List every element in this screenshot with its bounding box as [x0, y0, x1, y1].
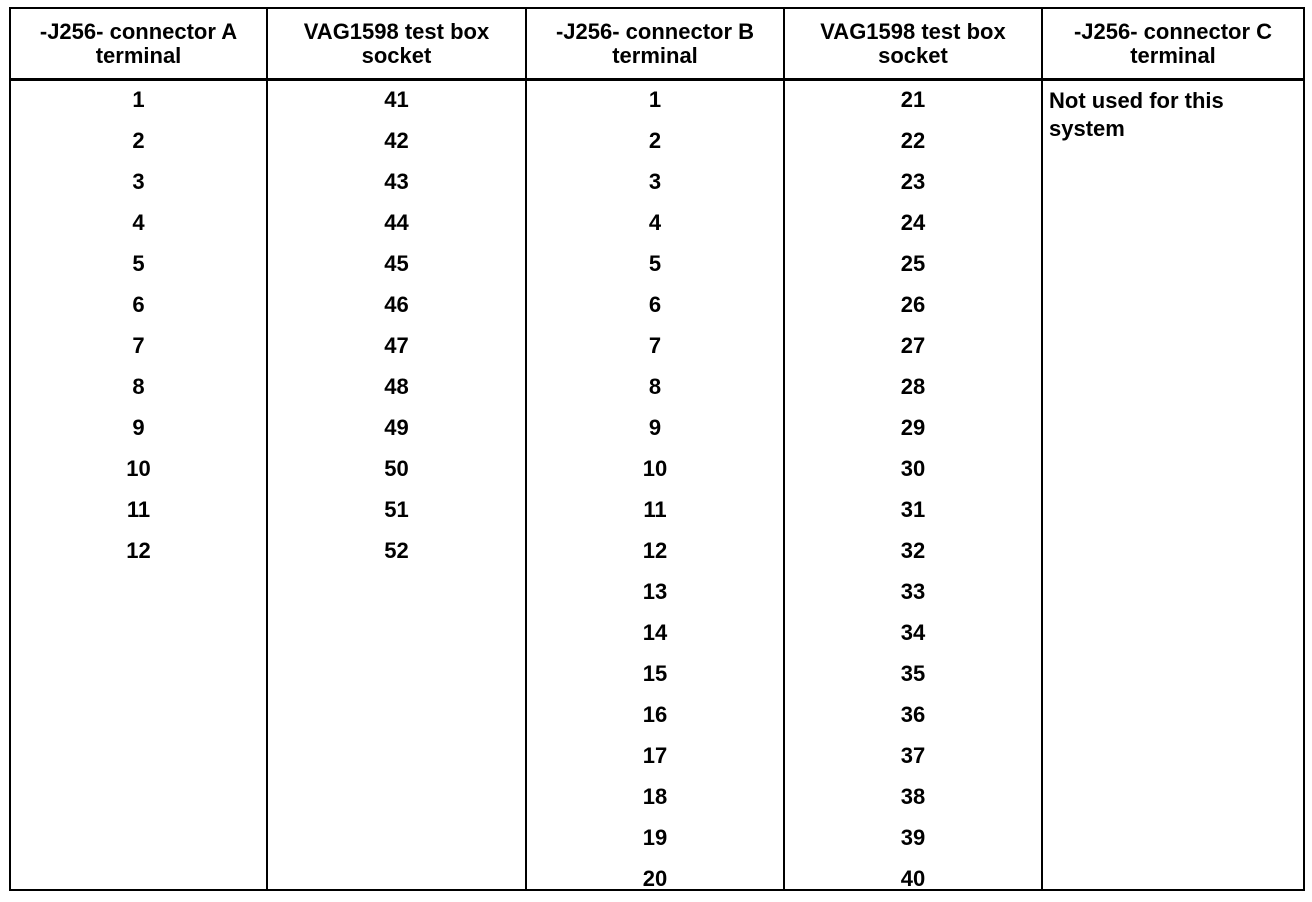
connector-b-terminal-cell: 14	[642, 619, 668, 645]
connector-b-terminal-cell: 18	[642, 783, 668, 809]
column-divider	[1041, 9, 1043, 889]
connector-b-terminal-cell: 8	[648, 373, 662, 399]
header-test-box-socket-a: VAG1598 test box socket	[303, 18, 490, 68]
test-box-socket-b-cell: 35	[900, 660, 926, 686]
connector-b-terminal-cell: 4	[648, 209, 662, 235]
connector-b-terminal-cell: 19	[642, 824, 668, 850]
connector-b-terminal-cell: 9	[648, 414, 662, 440]
test-box-socket-a-cell: 45	[384, 250, 409, 276]
test-box-socket-a-cell: 47	[384, 332, 409, 358]
test-box-socket-b-cell: 23	[900, 168, 926, 194]
connector-b-terminal-cell: 20	[642, 865, 668, 891]
test-box-socket-a-cell: 43	[384, 168, 409, 194]
connector-b-terminal-cell: 2	[648, 127, 662, 153]
connector-a-terminal-cell: 7	[132, 332, 145, 358]
test-box-socket-b-cell: 26	[900, 291, 926, 317]
test-box-socket-a-cell: 44	[384, 209, 409, 235]
test-box-socket-b-cell: 30	[900, 455, 926, 481]
connector-a-terminal-cell: 4	[132, 209, 145, 235]
connector-a-terminal-cell: 12	[126, 537, 151, 563]
connector-b-terminal-cell: 5	[648, 250, 662, 276]
connector-a-terminal-cell: 9	[132, 414, 145, 440]
test-box-socket-a-cell: 42	[384, 127, 409, 153]
connector-b-terminal-cell: 7	[648, 332, 662, 358]
connector-a-terminal-cell: 6	[132, 291, 145, 317]
test-box-socket-a-cell: 52	[384, 537, 409, 563]
test-box-socket-b-cell: 29	[900, 414, 926, 440]
test-box-socket-b-cell: 33	[900, 578, 926, 604]
connector-c-note: Not used for this system	[1049, 88, 1224, 141]
header-test-box-socket-b: VAG1598 test box socket	[820, 18, 1006, 68]
connector-b-terminal-cell: 3	[648, 168, 662, 194]
connector-a-terminal-cell: 10	[126, 455, 151, 481]
test-box-socket-b-cell: 39	[900, 824, 926, 850]
connector-a-terminal-cell: 8	[132, 373, 145, 399]
connector-b-terminal-cell: 1	[648, 86, 662, 112]
test-box-socket-b-cell: 34	[900, 619, 926, 645]
test-box-socket-a-cell: 46	[384, 291, 409, 317]
test-box-socket-b-cell: 27	[900, 332, 926, 358]
connector-b-terminal-cell: 11	[643, 496, 667, 522]
header-connector-c-terminal: -J256- connector C terminal	[1073, 18, 1273, 68]
test-box-socket-b-cell: 21	[900, 86, 926, 112]
test-box-socket-a-cell: 41	[384, 86, 409, 112]
connector-b-terminal-cell: 6	[648, 291, 662, 317]
test-box-socket-b-cell: 32	[900, 537, 926, 563]
test-box-socket-a-cell: 50	[384, 455, 409, 481]
test-box-socket-b-cell: 25	[900, 250, 926, 276]
connector-b-terminal-cell: 10	[642, 455, 668, 481]
test-box-socket-b-cell: 37	[900, 742, 926, 768]
test-box-socket-a-cell: 49	[384, 414, 409, 440]
connector-a-terminal-cell: 3	[132, 168, 145, 194]
test-box-socket-a-cell: 51	[384, 496, 409, 522]
connector-b-terminal-cell: 13	[642, 578, 668, 604]
connector-b-terminal-cell: 15	[642, 660, 668, 686]
connector-b-terminal-cell: 16	[642, 701, 668, 727]
test-box-socket-a-cell: 48	[384, 373, 409, 399]
header-connector-b-terminal: -J256- connector B terminal	[555, 18, 755, 68]
header-connector-a-terminal: -J256- connector A terminal	[39, 18, 238, 68]
test-box-socket-b-cell: 24	[900, 209, 926, 235]
test-box-socket-b-cell: 28	[900, 373, 926, 399]
connector-a-terminal-cell: 1	[132, 86, 145, 112]
connector-a-terminal-cell: 5	[132, 250, 145, 276]
test-box-socket-b-cell: 40	[900, 865, 926, 891]
test-box-socket-b-cell: 36	[900, 701, 926, 727]
test-box-socket-b-cell: 38	[900, 783, 926, 809]
connector-b-terminal-cell: 17	[642, 742, 668, 768]
connector-a-terminal-cell: 2	[132, 127, 145, 153]
test-box-socket-b-cell: 31	[900, 496, 926, 522]
test-box-socket-b-cell: 22	[900, 127, 926, 153]
pinout-table	[9, 7, 1305, 891]
connector-b-terminal-cell: 12	[642, 537, 668, 563]
connector-a-terminal-cell: 11	[126, 496, 151, 522]
